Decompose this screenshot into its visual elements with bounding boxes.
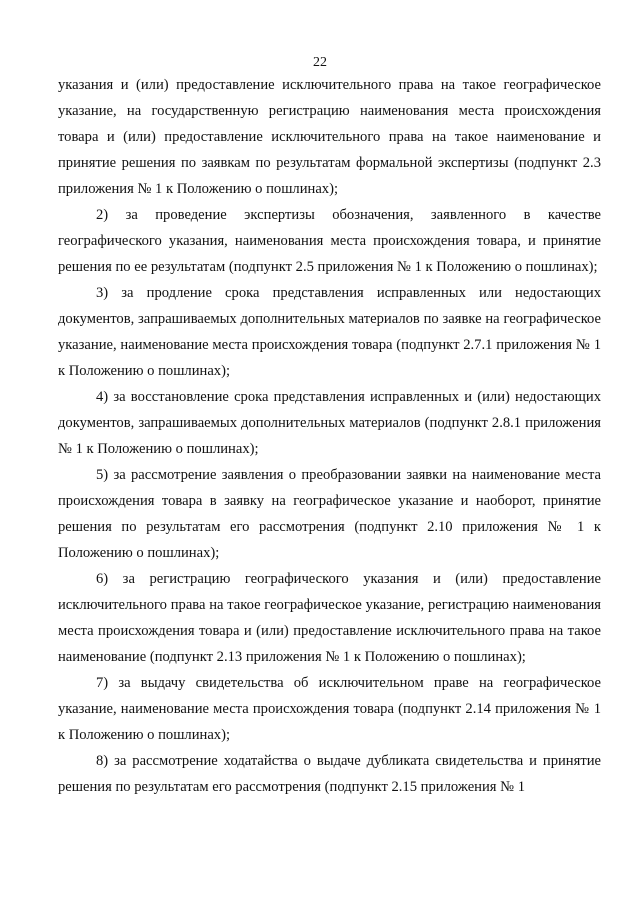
paragraph-item-5: 5) за рассмотрение заявления о преобразовании заявки на наименование места происхождения товара в заявку на географическое указание и наоборот, принятие решения по результатам его рассмотрения (подпункт 2.10 приложения № 1 к Положению о пошлинах); [58,467,601,561]
page-number: 22 [313,55,327,70]
document-body [58,72,601,800]
paragraph-item-8: 8) за рассмотрение ходатайства о выдаче дубликата свидетельства и принятие решения по результатам его рассмотрения (подпункт 2.15 приложения № 1 [58,753,601,795]
paragraph-item-3: 3) за продление срока представления исправленных или недостающих документов, запрашиваемых дополнительных материалов по заявке на географическое указание, наименование места происхождения товара (подпункт 2.7.1 приложения № 1 к Положению о пошлинах); [58,285,601,379]
paragraph-continuation: указания и (или) предоставление исключительного права на такое географическое указание, на государственную регистрацию наименования места происхождения товара и (или) предоставление исключительного права на такое наименование и принятие решения по заявкам по результатам формальной экспертизы (подпункт 2.3 приложения № 1 к Положению о пошлинах); [58,77,601,197]
paragraph-item-6: 6) за регистрацию географического указания и (или) предоставление исключительного права на такое географическое указание, регистрацию наименования места происхождения товара и (или) предоставление исключительного права на такое наименование (подпункт 2.13 приложения № 1 к Положению о пошлинах); [58,571,601,665]
paragraph-item-2: 2) за проведение экспертизы обозначения, заявленного в качестве географического указания, наименования места происхождения товара, и принятие решения по ее результатам (подпункт 2.5 приложения № 1 к Положению о пошлинах); [58,207,601,275]
paragraph-item-4: 4) за восстановление срока представления исправленных и (или) недостающих документов, запрашиваемых дополнительных материалов (подпункт 2.8.1 приложения № 1 к Положению о пошлинах); [58,389,601,457]
paragraph-item-7: 7) за выдачу свидетельства об исключительном праве на географическое указание, наименование места происхождения товара (подпункт 2.14 приложения № 1 к Положению о пошлинах); [58,675,601,743]
